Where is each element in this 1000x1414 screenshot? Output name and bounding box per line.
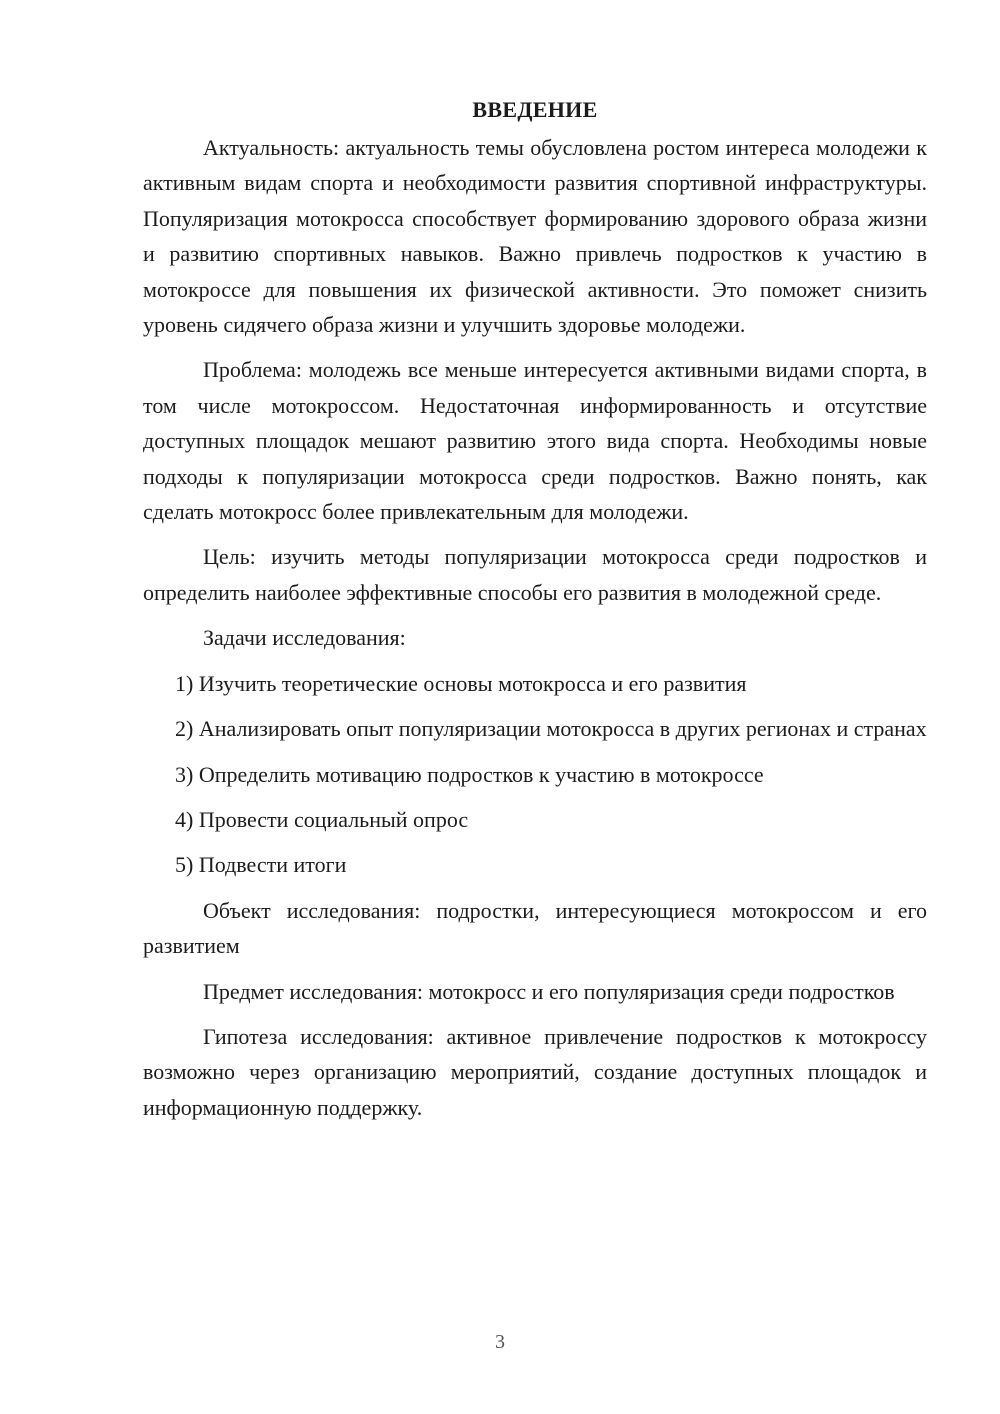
- object-paragraph: Объект исследования: подростки, интересующиеся мотокроссом и его развитием: [143, 897, 927, 959]
- task-item-3: 3) Определить мотивацию подростков к участию в мотокроссе: [175, 761, 764, 787]
- task-item-4: 4) Провести социальный опрос: [175, 806, 469, 832]
- task-item-2: 2) Анализировать опыт популяризации мотокросса в других регионах и странах: [175, 716, 927, 742]
- relevance-paragraph: Актуальность: актуальность темы обусловлена ростом интереса молодежи к активным видам спорта и необходимости развития спортивной инфраструктуры. Популяризация мотокросса способствует формированию здорового образа жизни и развитию спортивных навыков. Важно привлечь подростков к участию в мотокроссе для повышения их физической активности. Это поможет снизить уровень сидячего образа жизни и улучшить здоровье молодежи.: [143, 135, 927, 338]
- hypothesis-paragraph: Гипотеза исследования: активное привлечение подростков к мотокроссу возможно через организацию мероприятий, создание доступных площадок и информационную поддержку.: [143, 1023, 927, 1120]
- goal-paragraph: Цель: изучить методы популяризации мотокросса среди подростков и определить наиболее эффективные способы его развития в молодежной среде.: [143, 544, 927, 605]
- task-item-1: 1) Изучить теоретические основы мотокросса и его развития: [175, 670, 747, 696]
- task-item-5: 5) Подвести итоги: [175, 852, 347, 878]
- section-title: ВВЕДЕНИЕ: [472, 97, 598, 122]
- tasks-heading: Задачи исследования:: [203, 625, 406, 651]
- page-number: 3: [495, 1331, 505, 1353]
- document-body: [143, 92, 927, 1135]
- problem-paragraph: Проблема: молодежь все меньше интересуется активными видами спорта, в том числе мотокроссом. Недостаточная информированность и отсутствие доступных площадок мешают развитию этого вида спорта. Необходимы новые подходы к популяризации мотокросса среди подростков. Важно понять, как сделать мотокросс более привлекательным для молодежи.: [143, 357, 927, 525]
- subject-paragraph: Предмет исследования: мотокросс и его популяризация среди подростков: [203, 978, 895, 1004]
